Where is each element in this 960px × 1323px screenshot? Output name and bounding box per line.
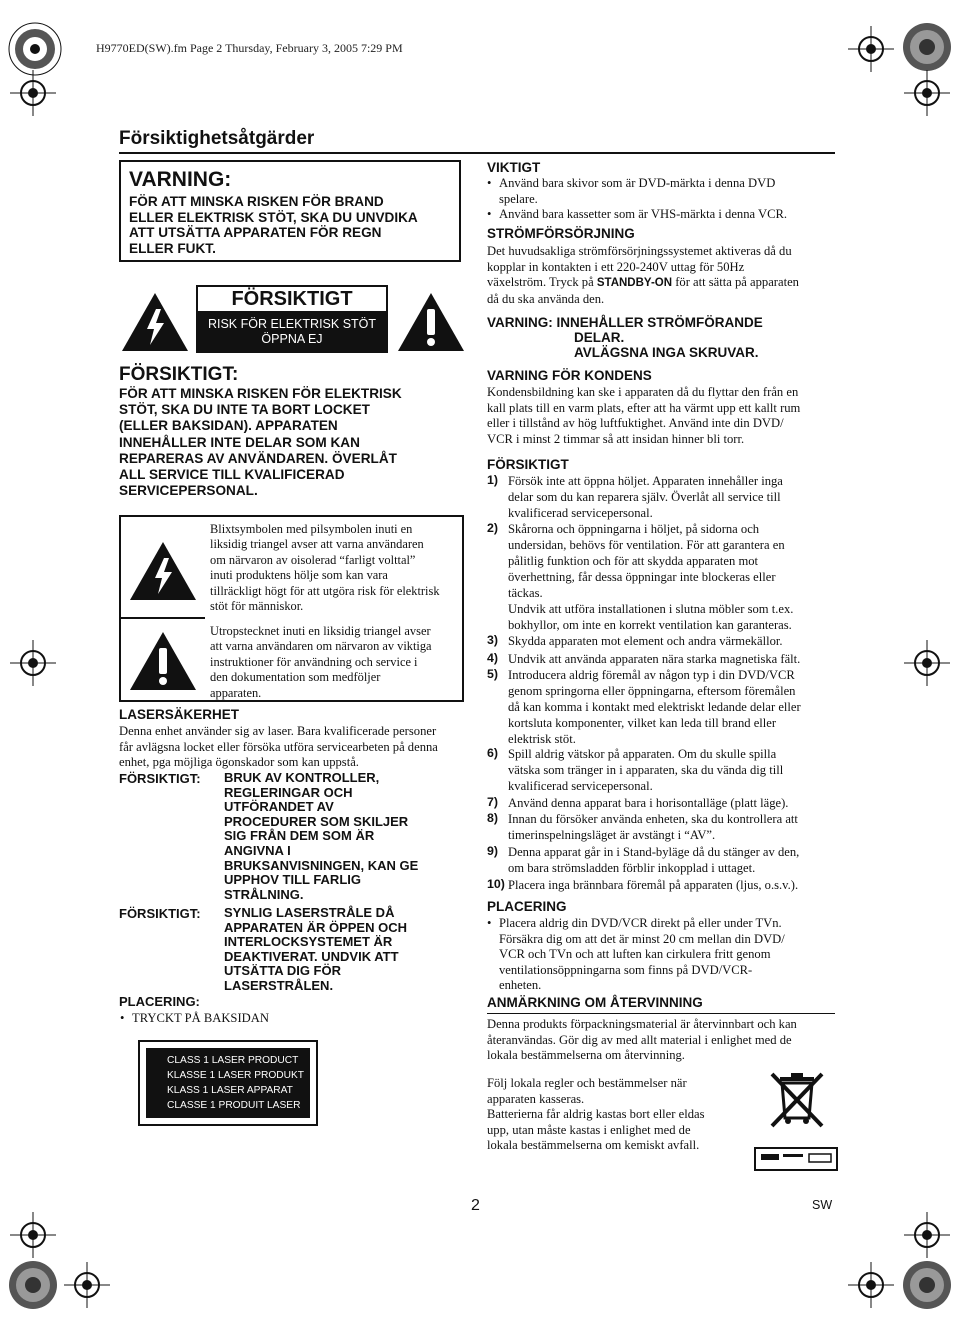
condensation-heading: VARNING FÖR KONDENS xyxy=(487,368,652,383)
caution-item-number: 7) xyxy=(487,795,499,809)
crosshair-mark-icon xyxy=(64,1262,110,1308)
recycling-text: Denna produkts förpackningsmaterial är återvinnbart och kan återanvändas. Gör dig av med allt material i enlighet med de lokala bestämmelserna om återvinning. xyxy=(487,1017,797,1063)
laser-label-line: CLASS 1 LASER PRODUCT xyxy=(167,1055,299,1066)
power-heading: STRÖMFÖRSÖRJNING xyxy=(487,226,635,241)
file-info-header: H9770ED(SW).fm Page 2 Thursday, February 3, 2005 7:29 PM xyxy=(96,41,403,55)
symbol-divider xyxy=(119,617,205,619)
caution-list-heading: FÖRSIKTIGT xyxy=(487,457,569,472)
laser-caution1-label: FÖRSIKTIGT: xyxy=(119,771,201,786)
page-number: 2 xyxy=(471,1197,480,1214)
registration-mark-icon xyxy=(898,18,956,76)
condensation-text: Kondensbildning kan ske i apparaten då du flyttar den från en kall plats till en varm plats, efter att ha värmt upp ett kallt rum eller i tillstånd av hög luftfuktighet. Använd inte din DVD/ VCR i minst 2 timmar så att insidan hinner bli torr. xyxy=(487,385,801,446)
caution-item-text: Spill aldrig vätskor på apparaten. Om du skulle spilla vätska som tränger in i apparaten, ska du vända dig till kvalificerad servicepersonal. xyxy=(508,747,784,793)
exclamation-symbol-icon xyxy=(128,630,198,692)
important-bullet-2: • Använd bara kassetter som är VHS-märkta i denna VCR. xyxy=(499,207,837,223)
title-rule xyxy=(119,152,835,154)
caution-item-number: 5) xyxy=(487,667,499,681)
dvd-vcr-device-icon xyxy=(753,1144,839,1174)
caution-item-text: Skydda apparaten mot element och andra värmekällor. xyxy=(508,634,783,648)
crosshair-mark-icon xyxy=(10,640,56,686)
caution-item-number: 8) xyxy=(487,811,499,825)
crosshair-mark-icon xyxy=(848,26,894,72)
crosshair-mark-icon xyxy=(904,1212,950,1258)
warning-box xyxy=(119,160,461,262)
crosshair-mark-icon xyxy=(10,70,56,116)
important-heading: VIKTIGT xyxy=(487,160,541,175)
exclamation-explanation: Utropstecknet inuti en liksidig triangel avser att varna användaren om närvaron av viktiga instruktioner för användning och service i den dokumentation som medföljer apparaten. xyxy=(210,624,432,700)
warning-heading: VARNING: xyxy=(129,168,232,191)
caution-item-text: Introducera aldrig föremål av någon typ i din DVD/VCR genom springorna eller öppningarna, eftersom föremålen då kan komma i kontakt med elektriskt ledande delar eller kortsluta komponenter, vilket kan leda till brand eller elektrisk stöt. xyxy=(508,668,801,746)
exclamation-warning-icon xyxy=(396,291,466,353)
laser-caution1-text: BRUK AV KONTROLLER, REGLERINGAR OCH UTFÖRANDET AV PROCEDURER SOM SKILJER SIG FRÅN DEM SOM ÄR ANGIVNA I BRUKSANVISNINGEN, KAN GE UPPHOV TILL FARLIG STRÅLNING. xyxy=(224,770,419,902)
registration-mark-icon xyxy=(898,1256,956,1314)
lightning-warning-icon xyxy=(120,291,190,353)
caution-item-number: 1) xyxy=(487,473,499,487)
caution-heading: FÖRSIKTIGT: xyxy=(119,364,239,385)
laser-label-line: KLASS 1 LASER APPARAT xyxy=(167,1085,293,1096)
warning-text: FÖR ATT MINSKA RISKEN FÖR BRAND ELLER ELEKTRISK STÖT, SKA DU UNVDIKA ATT UTSÄTTA APPARATEN FÖR REGN ELLER FUKT. xyxy=(129,194,418,256)
caution-item-text: Använd denna apparat bara i horisontalläge (platt läge). xyxy=(508,796,789,810)
laser-safety-heading: LASERSÄKERHET xyxy=(119,707,240,722)
standby-on-label: STANDBY-ON xyxy=(596,277,673,290)
placement-heading: PLACERING xyxy=(487,899,567,914)
crosshair-mark-icon xyxy=(904,70,950,116)
caution-item-number: 9) xyxy=(487,844,499,858)
crosshair-mark-icon xyxy=(848,1262,894,1308)
caution-item-number: 3) xyxy=(487,633,499,647)
caution-item-number: 10) xyxy=(487,877,505,891)
caution-label-bar: RISK FÖR ELEKTRISK STÖT ÖPPNA EJ xyxy=(196,313,388,353)
registration-mark-icon xyxy=(4,1256,62,1314)
laser-caution2-text: SYNLIG LASERSTRÅLE DÅ APPARATEN ÄR ÖPPEN OCH INTERLOCKSYSTEMET ÄR DEAKTIVERAT. UNDVIK ATT UTSÄTTA DIG FÖR LASERSTRÅLEN. xyxy=(224,905,407,993)
laser-label-line: KLASSE 1 LASER PRODUKT xyxy=(167,1070,305,1081)
page-title: Försiktighetsåtgärder xyxy=(119,128,315,149)
recycling-rule xyxy=(487,1013,835,1014)
caution-text: FÖR ATT MINSKA RISKEN FÖR ELEKTRISK STÖT, SKA DU INTE TA BORT LOCKET (ELLER BAKSIDAN). APPARATEN INNEHÅLLER INTE DELAR SOM KAN REPARERAS AV ANVÄNDAREN. ÖVERLÅT ALL SERVICE TILL KVALIFICERAD SERVICEPERSONAL. xyxy=(119,386,402,499)
caution-item-text: Placera inga brännbara föremål på apparaten (ljus, o.s.v.). xyxy=(508,878,799,892)
caution-label-heading: FÖRSIKTIGT xyxy=(196,285,388,313)
placement-text: • Placera aldrig din DVD/VCR direkt på eller under TVn. Försäkra dig om att det är minst 20 cm mellan din DVD/ VCR och TVn och att luften kan cirkulera fritt genom ventilationsöppningarna som finns på DVD/VCR- enheten. xyxy=(499,916,837,994)
power-warning: VARNING: INNEHÅLLER STRÖMFÖRANDE DELAR. AVLÄGSNA INGA SKRUVAR. xyxy=(487,315,763,361)
caution-item-number: 2) xyxy=(487,521,499,535)
lightning-symbol-icon xyxy=(128,540,198,602)
caution-item-number: 6) xyxy=(487,746,499,760)
language-code: SW xyxy=(812,1198,833,1212)
laser-label-line: CLASSE 1 PRODUIT LASER xyxy=(167,1100,301,1111)
recycling-heading: ANMÄRKNING OM ÅTERVINNING xyxy=(487,995,703,1010)
caution-item-text: Denna apparat går in i Stand-byläge då du stänger av den, om bara strömsladden förblir inkopplad i uttaget. xyxy=(508,845,800,875)
placement-item: • TRYCKT PÅ BAKSIDAN xyxy=(132,1011,269,1027)
caution-item-text: Innan du försöker använda enheten, ska du kontrollera att timerinspelningsläget är avstängt i “AV”. xyxy=(508,812,798,842)
caution-item-number: 4) xyxy=(487,651,499,665)
crosshair-mark-icon xyxy=(10,1212,56,1258)
crosshair-mark-icon xyxy=(904,640,950,686)
important-bullet-1: • Använd bara skivor som är DVD-märkta i denna DVD spelare. xyxy=(499,176,837,207)
laser-safety-text: Denna enhet använder sig av laser. Bara kvalificerade personer får avlägsna locket eller försöka utföra servicearbeten på denna enhet, pga möjliga ögonskador som kan uppstå. xyxy=(119,724,438,770)
laser-caution2-label: FÖRSIKTIGT: xyxy=(119,906,201,921)
caution-item-text: Skårorna och öppningarna i höljet, på sidorna och undersidan, behövs för ventilation. För att garantera en pålitlig funktion och för att skydda apparaten mot överhettning, får dessa öppningar inte blockeras eller täckas. Undvik att utföra installationen i slutna möbler som t.ex. bokhyllor, om inte en korrekt ventilation kan garanteras. xyxy=(508,522,794,632)
caution-item-text: Försök inte att öppna höljet. Apparaten innehåller inga delar som du kan reparera själv. Överlåt all service till kvalificerad servicepersonal. xyxy=(508,474,783,520)
lightning-explanation: Blixtsymbolen med pilsymbolen inuti en liksidig triangel avser att varna användaren om närvaron av oisolerad “farligt volttal” inuti produktens hölje som kan vara tillräckligt högt för att utgöra risk för elektrisk stöt för människor. xyxy=(210,522,440,614)
weee-crossed-bin-icon xyxy=(762,1068,832,1144)
disposal-text: Följ lokala regler och bestämmelser när apparaten kasseras. Batterierna får aldrig kastas bort eller eldas upp, utan måste kastas i enlighet med de lokala bestämmelserna om kemiskt avfall. xyxy=(487,1076,705,1153)
power-text: Det huvudsakliga strömförsörjningssystemet aktiveras då du kopplar in kontakten i ett 220-240V uttag för 50Hz växelström. Tryck på STANDBY-ON för att sätta på apparaten då du ska använda den. xyxy=(487,244,799,306)
caution-item-text: Undvik att använda apparaten nära starka magnetiska fält. xyxy=(508,652,801,666)
placement-label: PLACERING: xyxy=(119,994,200,1009)
